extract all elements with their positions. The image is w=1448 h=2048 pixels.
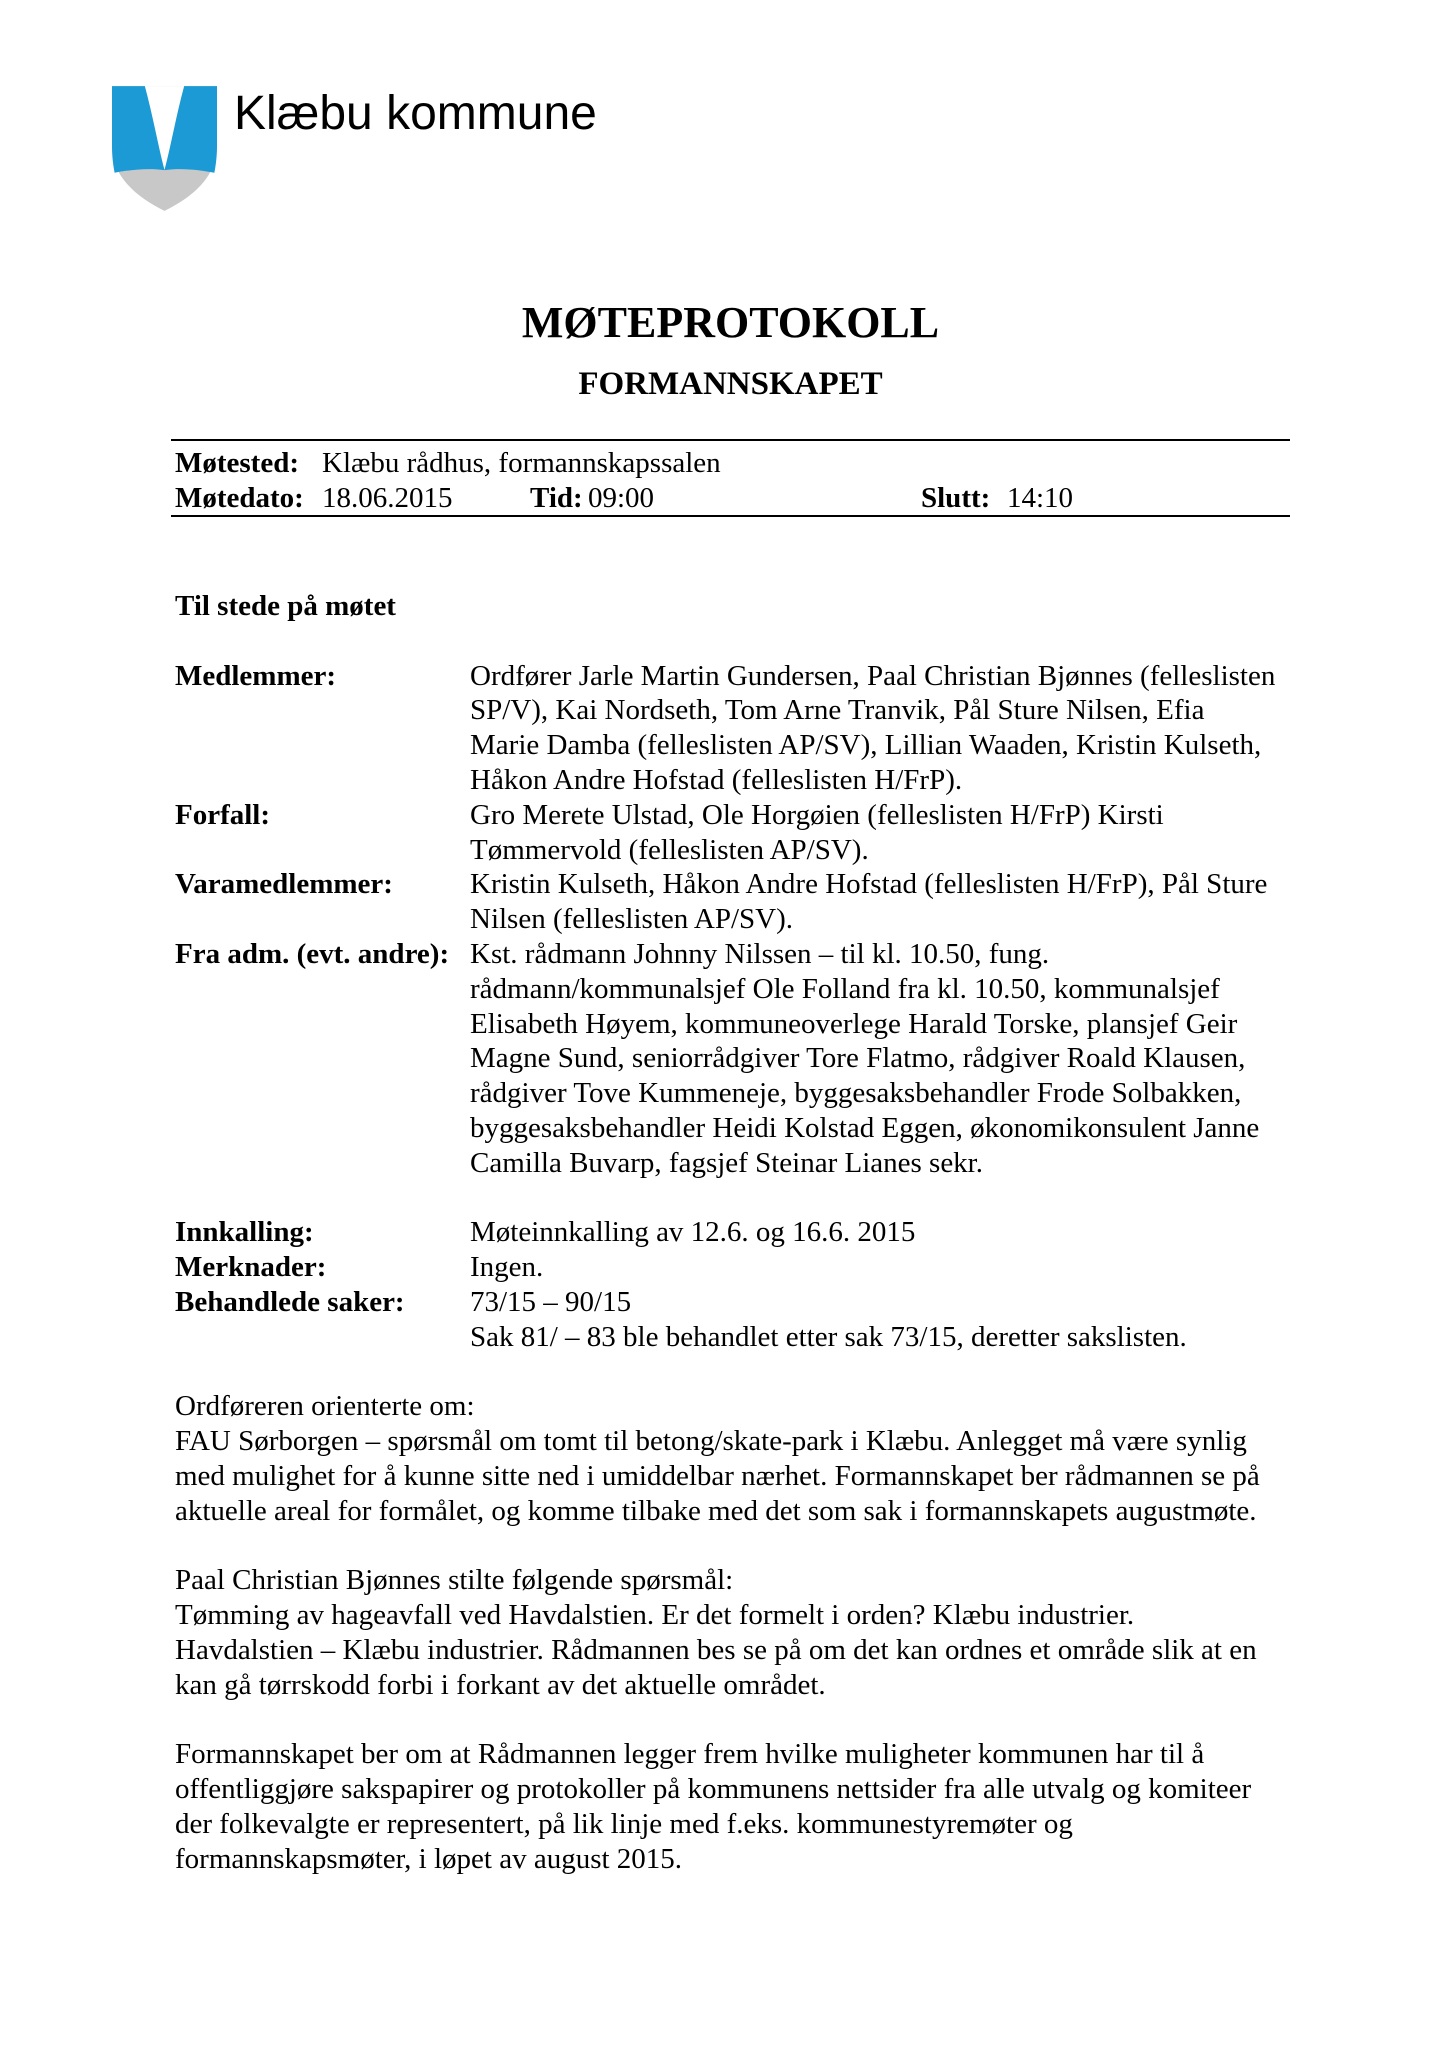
spacer [175, 1181, 1290, 1216]
spacer [175, 1703, 1290, 1738]
spacer [175, 1355, 1290, 1390]
administration-line: byggesaksbehandler Heidi Kolstad Eggen, økonomikonsulent Janne [470, 1111, 1260, 1144]
absent-value [470, 798, 1290, 868]
substitutes-line: Kristin Kulseth, Håkon Andre Hofstad (felleslisten H/FrP), Pål Sture [470, 868, 1268, 901]
note-line: Havdalstien – Klæbu industrier. Rådmannen bes se på om det kan ordnes et område slik at en [175, 1633, 1257, 1666]
note-line: formannskapsmøter, i løpet av august 2015. [175, 1842, 683, 1875]
administration-line: Kst. rådmann Johnny Nilssen – til kl. 10.50, fung. [470, 937, 1050, 970]
remarks-value [470, 1250, 1290, 1285]
notice-value [470, 1215, 1290, 1250]
notice-line: Møteinnkalling av 12.6. og 16.6. 2015 [470, 1216, 916, 1249]
end-label: Slutt: [921, 482, 991, 514]
administration-line: Camilla Buvarp, fagsjef Steinar Lianes sekr. [470, 1146, 983, 1179]
place-value: Klæbu rådhus, formannskapssalen [322, 447, 721, 479]
spacer [175, 624, 1290, 659]
klaebu-coat-of-arms-icon [112, 86, 217, 211]
protocol-body [175, 589, 1290, 1876]
administration-line: Magne Sund, seniorrådgiver Tore Flatmo, rådgiver Roald Klausen, [470, 1042, 1246, 1075]
absent-line: Tømmervold (felleslisten AP/SV). [470, 833, 869, 866]
members-line: Marie Damba (felleslisten AP/SV), Lillian Waaden, Kristin Kulseth, [470, 729, 1262, 762]
note-line: Paal Christian Bjønnes stilte følgende spørsmål: [175, 1564, 734, 1597]
bottom-rule [171, 515, 1290, 517]
substitutes-value [470, 867, 1290, 937]
top-rule [171, 439, 1290, 441]
end-value: 14:10 [1007, 482, 1074, 514]
proceedings-row-notice [175, 1215, 1290, 1250]
attendance-row-members [175, 659, 1290, 798]
note-line: Formannskapet ber om at Rådmannen legger frem hvilke muligheter kommunen har til å [175, 1738, 1205, 1771]
note-line: aktuelle areal for formålet, og komme tilbake med det som sak i formannskapets augustmøte. [175, 1494, 1257, 1527]
proceedings-row-cases [175, 1285, 1290, 1355]
attendance-row-administration [175, 937, 1290, 1181]
proceedings-row-remarks [175, 1250, 1290, 1285]
administration-line: rådmann/kommunalsjef Ole Folland fra kl. 10.50, kommunalsjef [470, 972, 1220, 1005]
cases-line: Sak 81/ – 83 ble behandlet etter sak 73/15, deretter sakslisten. [470, 1320, 1187, 1353]
date-label: Møtedato: [175, 482, 304, 514]
notice-label: Innkalling: [175, 1216, 314, 1249]
note-paragraph [175, 1389, 1290, 1528]
substitutes-label: Varamedlemmer: [175, 868, 393, 901]
attendance-heading: Til stede på møtet [175, 590, 396, 622]
note-line: Ordføreren orienterte om: [175, 1390, 475, 1423]
administration-line: Elisabeth Høyem, kommuneoverlege Harald Torske, plansjef Geir [470, 1007, 1238, 1040]
organization-name: Klæbu kommune [234, 87, 597, 140]
attendance-row-substitutes [175, 867, 1290, 937]
absent-label: Forfall: [175, 798, 271, 831]
note-line: Tømming av hageavfall ved Havdalstien. Er det formelt i orden? Klæbu industrier. [175, 1599, 1135, 1632]
note-paragraph [175, 1563, 1290, 1702]
cases-label: Behandlede saker: [175, 1285, 405, 1318]
members-value [470, 659, 1290, 798]
note-line: kan gå tørrskodd forbi i forkant av det aktuelle området. [175, 1668, 826, 1701]
substitutes-line: Nilsen (felleslisten AP/SV). [470, 903, 794, 936]
administration-value [470, 937, 1290, 1181]
attendance-list [175, 659, 1290, 1181]
note-line: der folkevalgte er representert, på lik linje med f.eks. kommunestyremøter og [175, 1807, 1073, 1840]
cases-value [470, 1285, 1290, 1355]
cases-line: 73/15 – 90/15 [470, 1285, 632, 1318]
document-subtitle: FORMANNSKAPET [578, 366, 883, 402]
date-value: 18.06.2015 [322, 482, 453, 514]
proceedings-list [175, 1215, 1290, 1354]
absent-line: Gro Merete Ulstad, Ole Horgøien (felleslisten H/FrP) Kirsti [470, 798, 1164, 831]
note-line: FAU Sørborgen – spørsmål om tomt til betong/skate-park i Klæbu. Anlegget må være synlig [175, 1425, 1247, 1458]
attendance-row-absent [175, 798, 1290, 868]
administration-line: rådgiver Tove Kummeneje, byggesaksbehandler Frode Solbakken, [470, 1077, 1242, 1110]
note-line: med mulighet for å kunne sitte ned i umiddelbar nærhet. Formannskapet ber rådmannen se på [175, 1459, 1260, 1492]
remarks-line: Ingen. [470, 1251, 544, 1284]
place-label: Møtested: [175, 447, 300, 479]
time-label: Tid: [530, 482, 583, 514]
spacer [175, 1529, 1290, 1564]
remarks-label: Merknader: [175, 1251, 327, 1284]
members-line: Ordfører Jarle Martin Gundersen, Paal Christian Bjønnes (felleslisten [470, 659, 1276, 692]
members-label: Medlemmer: [175, 659, 337, 692]
note-line: offentliggjøre sakspapirer og protokoller på kommunens nettsider fra alle utvalg og komiteer [175, 1773, 1252, 1806]
note-paragraph [175, 1737, 1290, 1876]
members-line: SP/V), Kai Nordseth, Tom Arne Tranvik, Pål Sture Nilsen, Efia [470, 694, 1205, 727]
administration-label: Fra adm. (evt. andre): [175, 937, 450, 970]
members-line: Håkon Andre Hofstad (felleslisten H/FrP). [470, 763, 963, 796]
document-title: MØTEPROTOKOLL [521, 298, 940, 347]
time-value: 09:00 [588, 482, 655, 514]
